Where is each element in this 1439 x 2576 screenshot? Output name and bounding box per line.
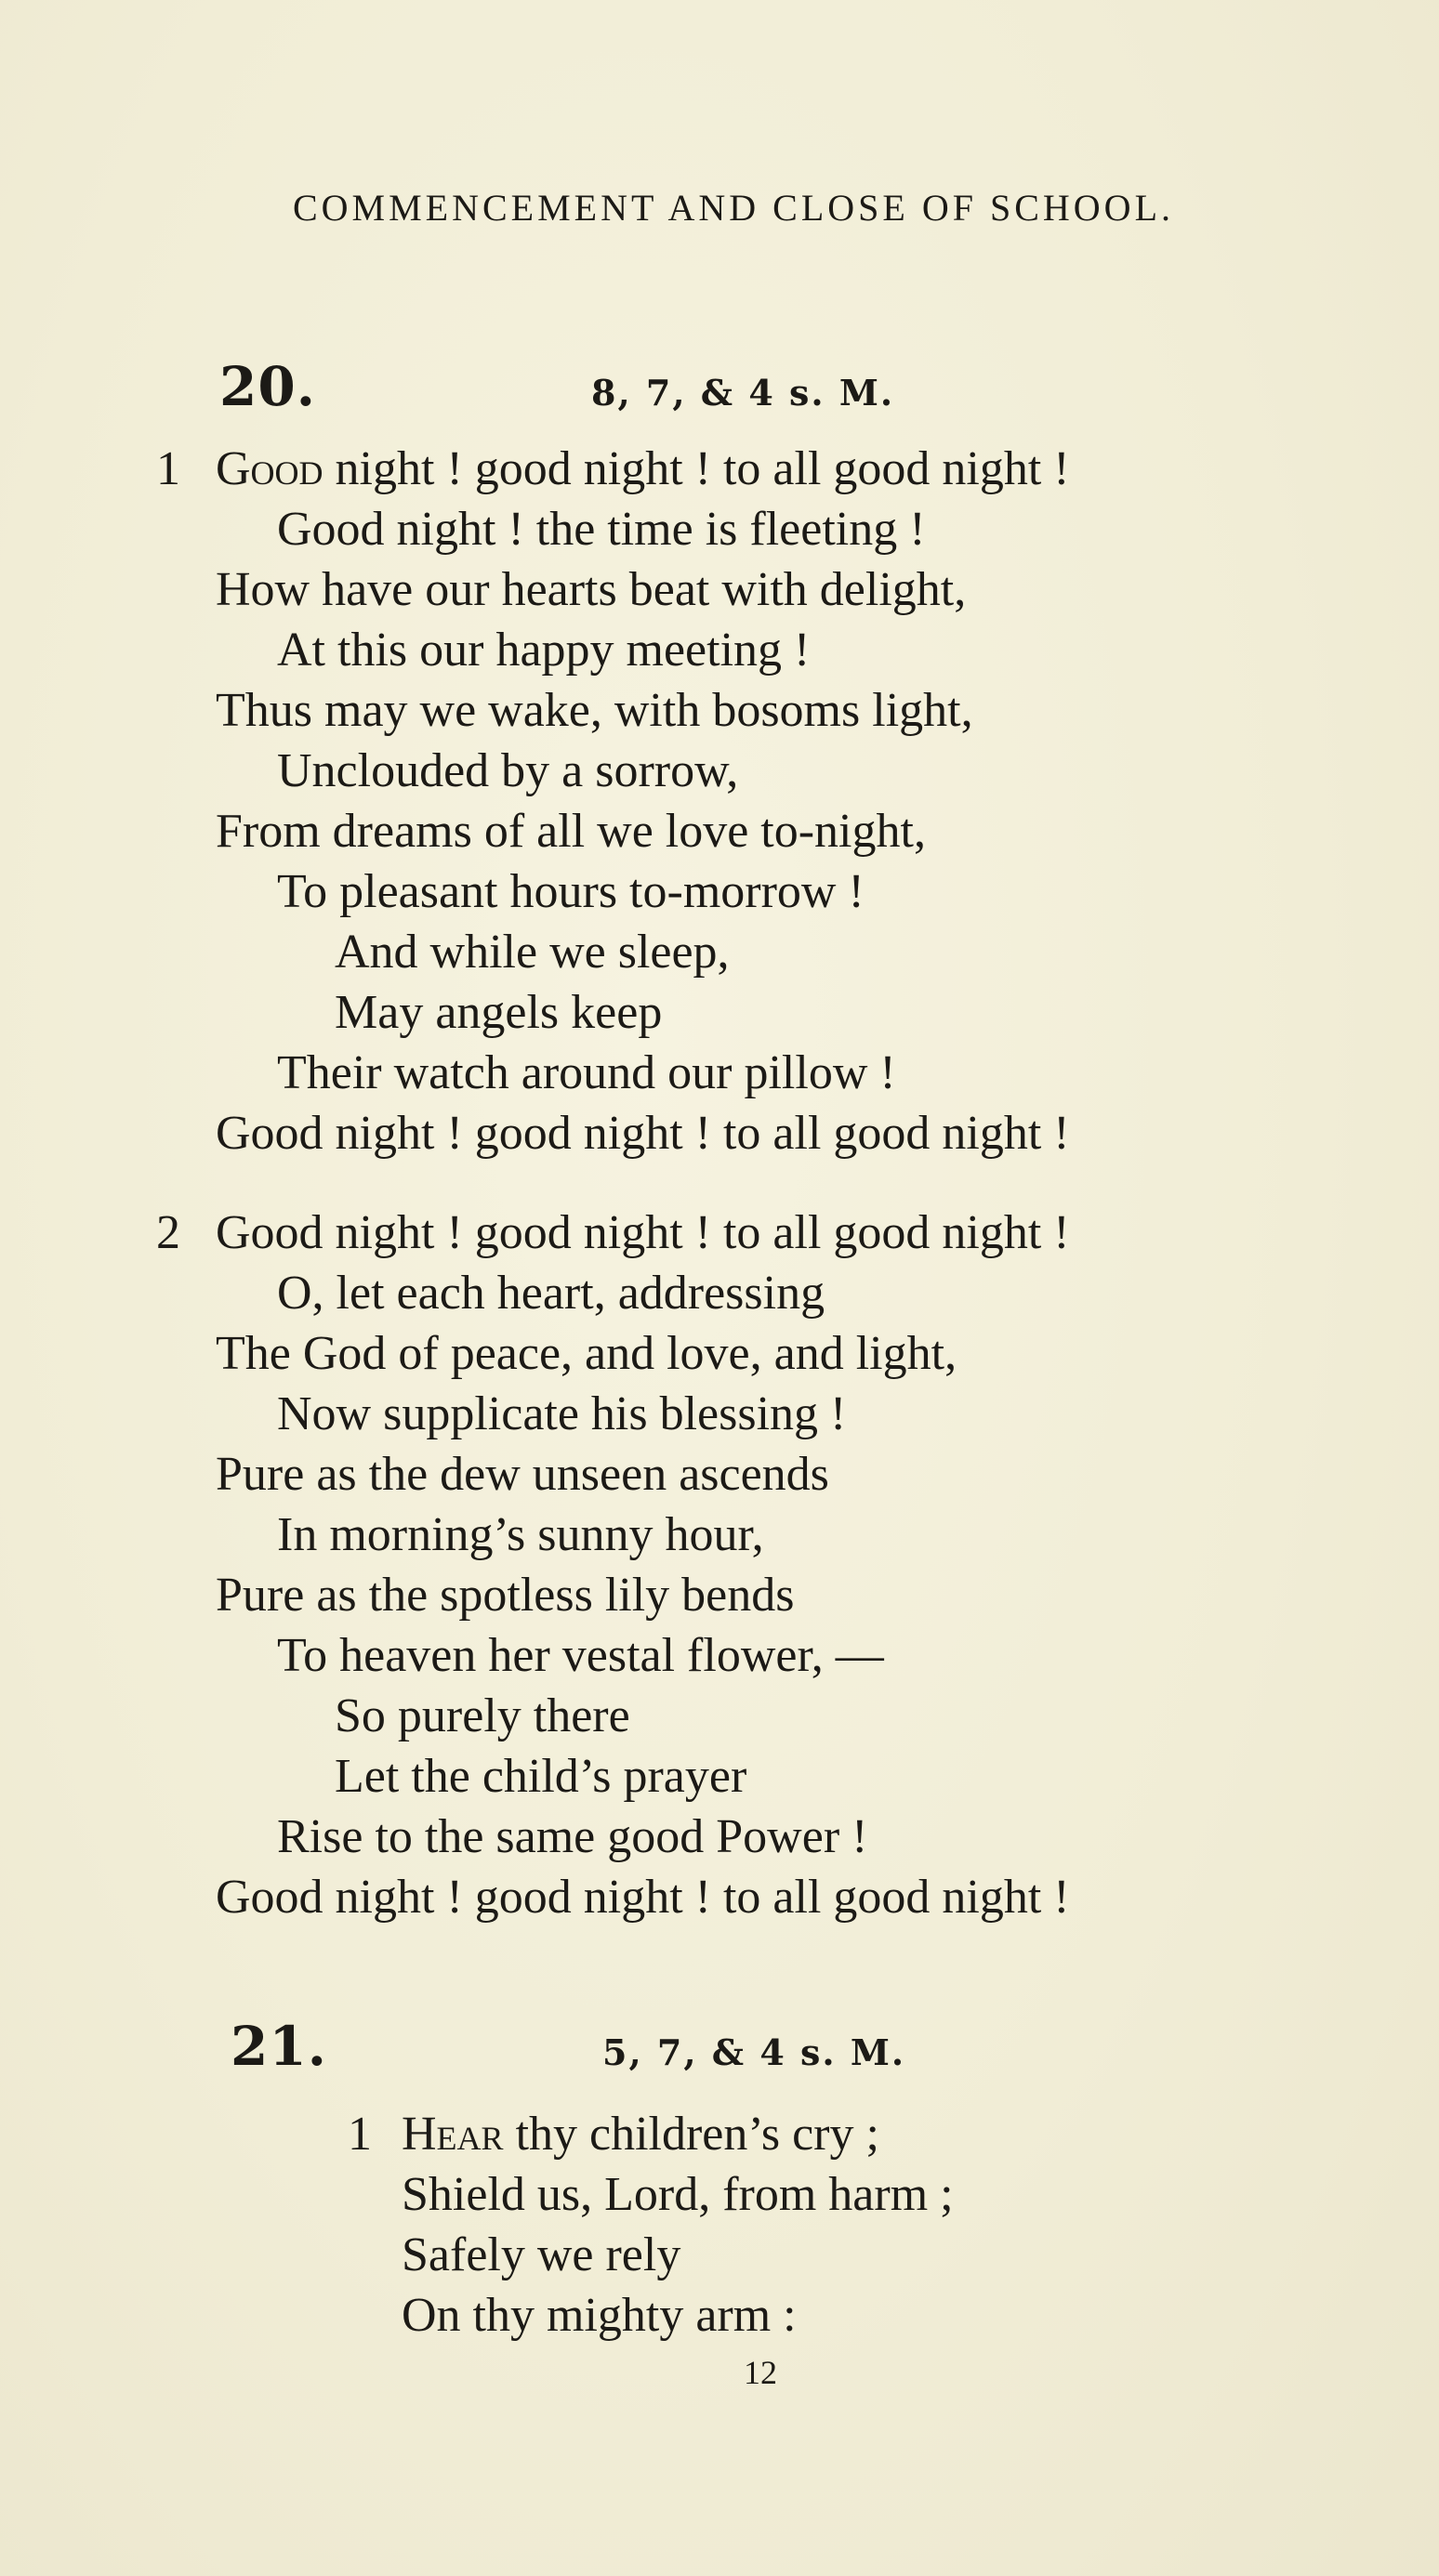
verse-line: Good night ! good night ! to all good night !: [216, 1871, 1070, 1924]
stanza-first-word: Hear: [402, 2108, 504, 2161]
page-number: 12: [744, 2354, 777, 2391]
verse-line: Good night ! the time is fleeting !: [277, 503, 926, 556]
verse-line: [402, 2104, 879, 2165]
verse-line: Rise to the same good Power !: [277, 1810, 868, 1863]
verse-line: On thy mighty arm :: [402, 2289, 797, 2342]
hymn-meter: 8, 7, & 4 s. M.: [591, 372, 895, 414]
stanza-first-word: Good: [216, 442, 323, 495]
verse-line: Thus may we wake, with bosoms light,: [216, 684, 973, 737]
hymn-meter: 5, 7, & 4 s. M.: [602, 2031, 906, 2073]
verse-line-text: thy children’s cry ;: [503, 2108, 879, 2161]
verse-line: Now supplicate his blessing !: [277, 1387, 847, 1440]
verse-line: The God of peace, and love, and light,: [216, 1327, 957, 1380]
hymn-20-heading: [219, 355, 895, 418]
verse-line: Good night ! good night ! to all good night !: [216, 1206, 1070, 1259]
verse-line: Shield us, Lord, from harm ;: [402, 2168, 954, 2221]
hymn-number: 20.: [219, 355, 316, 418]
verse-line: Pure as the spotless lily bends: [216, 1569, 795, 1622]
verse-line: How have our hearts beat with delight,: [216, 563, 967, 616]
verse-line: Good night ! good night ! to all good night !: [216, 1107, 1070, 1160]
verse-line: Unclouded by a sorrow,: [277, 744, 739, 797]
verse-line: At this our happy meeting !: [277, 624, 811, 677]
verse-line: And while we sleep,: [335, 926, 730, 979]
running-head: COMMENCEMENT AND CLOSE OF SCHOOL.: [292, 187, 1174, 229]
verse-line: In morning’s sunny hour,: [277, 1508, 764, 1561]
verse-line: Their watch around our pillow !: [277, 1046, 896, 1099]
verse-line: To heaven her vestal flower, —: [277, 1629, 884, 1682]
verse-line: May angels keep: [335, 986, 663, 1039]
verse-line: Pure as the dew unseen ascends: [216, 1448, 829, 1501]
stanza-number: 2: [156, 1206, 180, 1259]
stanza-number: 1: [348, 2108, 372, 2161]
verse-line: From dreams of all we love to-night,: [216, 805, 926, 858]
verse-line: So purely there: [335, 1689, 630, 1742]
stanza-number: 1: [156, 442, 180, 495]
verse-line: To pleasant hours to-morrow !: [277, 865, 865, 918]
verse-line: Safely we rely: [402, 2228, 681, 2281]
hymn-21-heading: [231, 2015, 906, 2078]
verse-line: [216, 439, 1070, 500]
verse-line: O, let each heart, addressing: [277, 1267, 825, 1320]
verse-line-text: night ! good night ! to all good night !: [323, 442, 1070, 495]
hymn-number: 21.: [231, 2015, 327, 2078]
verse-line: Let the child’s prayer: [335, 1750, 747, 1803]
